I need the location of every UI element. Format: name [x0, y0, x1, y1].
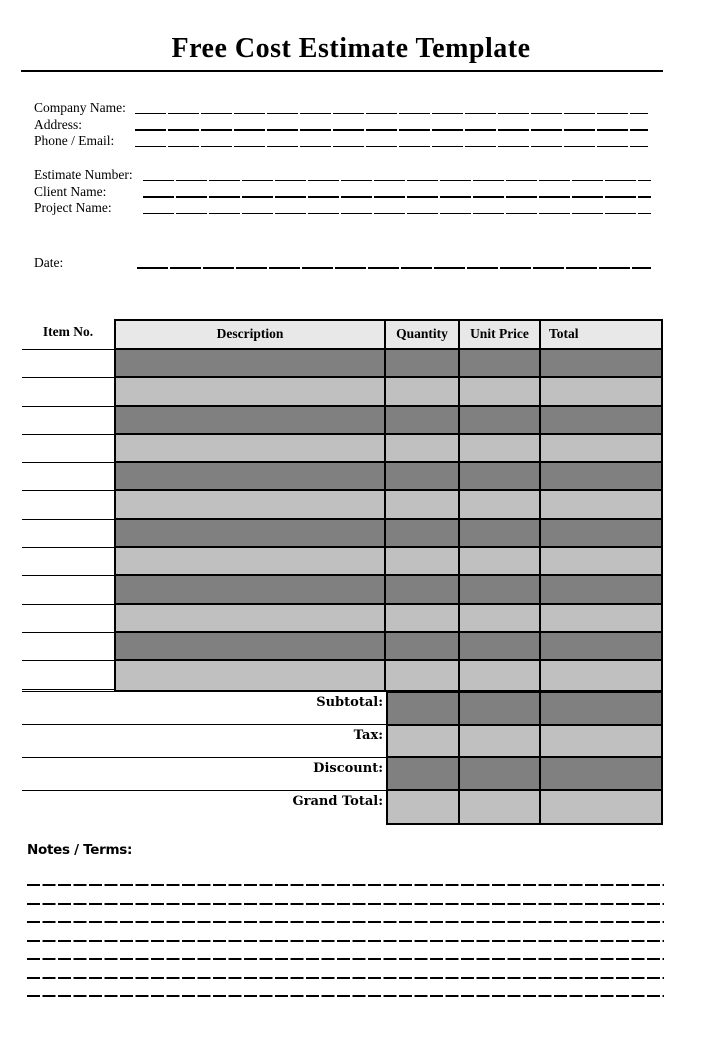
table-body — [116, 350, 661, 690]
cell-description — [116, 407, 386, 433]
cell-quantity — [386, 633, 460, 659]
cell-total — [541, 548, 661, 574]
table-row — [116, 378, 661, 406]
totals-row — [388, 791, 661, 824]
totals-cell-quantity — [388, 758, 460, 789]
blank-fill-line — [143, 213, 651, 215]
cell-description — [116, 661, 386, 689]
totals-label: Tax: — [22, 724, 386, 757]
cell-description — [116, 491, 386, 517]
item-no-line — [22, 491, 114, 519]
field-row — [34, 254, 651, 270]
item-no-line — [22, 661, 114, 689]
cell-total — [541, 435, 661, 461]
item-no-line — [22, 633, 114, 661]
field-label: Company Name: — [34, 100, 126, 116]
cell-description — [116, 378, 386, 404]
estimate-info-group — [34, 166, 651, 215]
totals-cell-unit-price — [460, 758, 541, 789]
blank-fill-line — [135, 146, 648, 148]
cell-quantity — [386, 378, 460, 404]
cell-description — [116, 520, 386, 546]
item-no-line — [22, 435, 114, 463]
table-row — [116, 491, 661, 519]
totals-cell-total — [541, 693, 661, 724]
column-header-unit-price: Unit Price — [460, 321, 541, 348]
cell-total — [541, 350, 661, 376]
cell-description — [116, 633, 386, 659]
field-label: Date: — [34, 255, 64, 270]
notes-blank-line — [27, 921, 664, 923]
cell-unit-price — [460, 350, 541, 376]
notes-terms-label: Notes / Terms: — [27, 842, 133, 858]
blank-fill-line — [137, 267, 651, 269]
totals-row — [388, 758, 661, 791]
cell-unit-price — [460, 520, 541, 546]
table-row — [116, 350, 661, 378]
totals-cell-quantity — [388, 693, 460, 724]
table-header-row — [116, 321, 661, 350]
cell-total — [541, 520, 661, 546]
cell-quantity — [386, 520, 460, 546]
totals-label: Grand Total: — [22, 790, 386, 823]
item-no-line — [22, 605, 114, 633]
totals-row — [388, 693, 661, 726]
column-header-total: Total — [549, 326, 579, 341]
totals-cell-quantity — [388, 726, 460, 757]
table-row — [116, 633, 661, 661]
notes-blank-line — [27, 958, 664, 960]
cell-unit-price — [460, 435, 541, 461]
cell-unit-price — [460, 548, 541, 574]
table-row — [116, 407, 661, 435]
notes-blank-line — [27, 995, 664, 997]
field-row — [34, 182, 651, 198]
field-label: Address: — [34, 116, 82, 132]
cell-quantity — [386, 576, 460, 602]
item-no-column — [22, 319, 114, 690]
cell-unit-price — [460, 463, 541, 489]
field-row — [34, 99, 648, 115]
field-label: Estimate Number: — [34, 167, 133, 183]
totals-cell-unit-price — [460, 726, 541, 757]
cell-description — [116, 350, 386, 376]
totals-labels-area — [22, 691, 386, 823]
totals-cell-total — [541, 726, 661, 757]
field-label: Client Name: — [34, 183, 107, 199]
cell-unit-price — [460, 576, 541, 602]
totals-label: Subtotal: — [22, 691, 386, 724]
notes-blank-line — [27, 884, 664, 886]
cell-quantity — [386, 350, 460, 376]
cell-unit-price — [460, 633, 541, 659]
cell-description — [116, 548, 386, 574]
cell-total — [541, 661, 661, 689]
cell-description — [116, 435, 386, 461]
field-row — [34, 115, 648, 131]
title-underline-rule — [21, 70, 663, 72]
company-info-group — [34, 99, 648, 148]
totals-cell-quantity — [388, 791, 460, 824]
item-no-line — [22, 576, 114, 604]
column-header-item-no: Item No. — [22, 319, 114, 350]
cell-total — [541, 576, 661, 602]
totals-row — [388, 726, 661, 759]
field-row — [34, 132, 648, 148]
blank-fill-line — [143, 196, 651, 198]
date-field-group — [34, 254, 651, 270]
item-no-line — [22, 463, 114, 491]
cell-quantity — [386, 548, 460, 574]
cell-unit-price — [460, 378, 541, 404]
totals-cell-total — [541, 758, 661, 789]
blank-fill-line — [135, 113, 648, 115]
cell-unit-price — [460, 407, 541, 433]
column-header-description: Description — [116, 321, 386, 348]
cell-total — [541, 605, 661, 631]
totals-cell-unit-price — [460, 791, 541, 824]
notes-blank-line — [27, 977, 664, 979]
page-title: Free Cost Estimate Template — [171, 33, 531, 64]
field-label: Phone / Email: — [34, 133, 115, 149]
cell-total — [541, 378, 661, 404]
cell-quantity — [386, 463, 460, 489]
totals-cell-unit-price — [460, 693, 541, 724]
item-no-lines — [22, 350, 114, 690]
cell-description — [116, 463, 386, 489]
field-row — [34, 166, 651, 182]
item-no-line — [22, 407, 114, 435]
item-no-line — [22, 350, 114, 378]
cell-total — [541, 407, 661, 433]
totals-label: Discount: — [22, 757, 386, 790]
notes-blank-line — [27, 903, 664, 905]
table-row — [116, 576, 661, 604]
table-row — [116, 463, 661, 491]
cell-quantity — [386, 605, 460, 631]
cell-unit-price — [460, 491, 541, 517]
cell-total — [541, 463, 661, 489]
blank-fill-line — [135, 129, 648, 131]
table-row — [116, 548, 661, 576]
totals-cell-total — [541, 791, 661, 824]
cell-total — [541, 633, 661, 659]
cell-quantity — [386, 407, 460, 433]
field-label: Project Name: — [34, 200, 112, 216]
cell-total — [541, 491, 661, 517]
cell-unit-price — [460, 661, 541, 689]
cell-description — [116, 605, 386, 631]
notes-blank-line — [27, 940, 664, 942]
cell-quantity — [386, 661, 460, 689]
cell-unit-price — [460, 605, 541, 631]
field-row — [34, 199, 651, 215]
table-row — [116, 520, 661, 548]
item-no-line — [22, 520, 114, 548]
table-row — [116, 661, 661, 689]
blank-fill-line — [143, 180, 651, 182]
cell-quantity — [386, 435, 460, 461]
totals-cells-area — [386, 691, 663, 825]
notes-lines-area — [27, 884, 664, 1014]
item-no-line — [22, 378, 114, 406]
table-row — [116, 435, 661, 463]
column-header-quantity: Quantity — [386, 321, 460, 348]
items-table — [114, 319, 663, 692]
table-row — [116, 605, 661, 633]
cell-description — [116, 576, 386, 602]
cell-quantity — [386, 491, 460, 517]
item-no-line — [22, 548, 114, 576]
